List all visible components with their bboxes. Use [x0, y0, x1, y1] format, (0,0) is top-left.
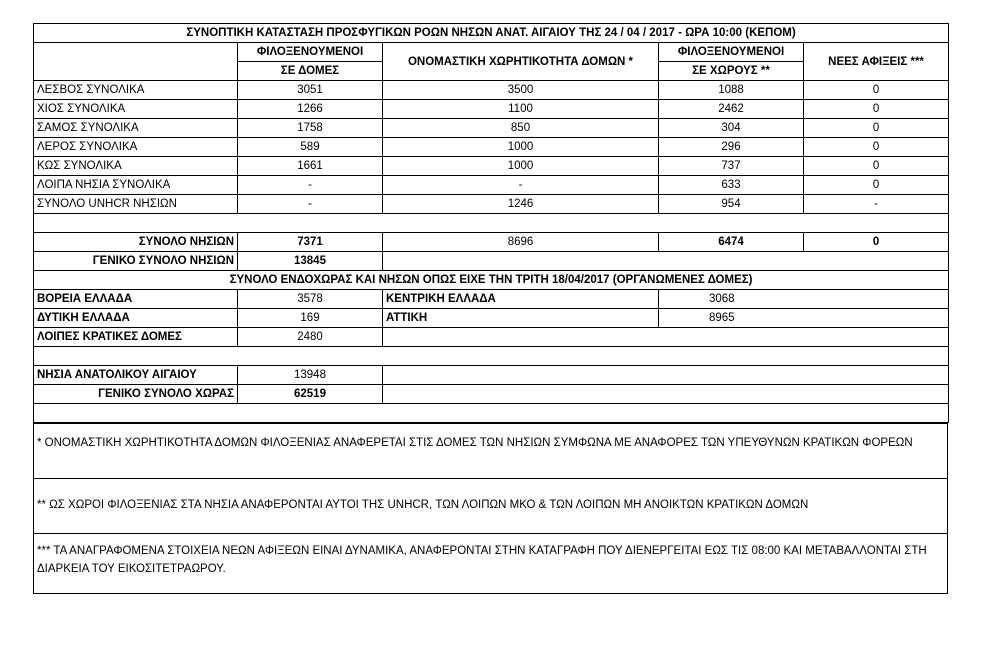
island-capacity: 3500 — [383, 81, 659, 100]
island-arrivals: 0 — [804, 119, 949, 138]
mainland-title: ΣΥΝΟΛΟ ΕΝΔΟΧΩΡΑΣ ΚΑΙ ΝΗΣΩΝ ΟΠΩΣ ΕΙΧΕ ΤΗΝ ΤΡΙΤΗ 18/04/2017 (ΟΡΓΑΝΩΜΕΝΕΣ ΔΟΜΕΣ) — [34, 271, 949, 290]
island-name: ΣΑΜΟΣ ΣΥΝΟΛΙΚΑ — [34, 119, 238, 138]
islands-total-row — [34, 233, 949, 252]
islands-total-arrivals: 0 — [804, 233, 949, 252]
attica-label: ΑΤΤΙΚΗ — [383, 309, 659, 328]
island-spaces: 954 — [659, 195, 804, 214]
header-capacity: ΟΝΟΜΑΣΤΙΚΗ ΧΩΡΗΤΙΚΟΤΗΤΑ ΔΟΜΩΝ * — [383, 43, 659, 81]
header-structures-line2: ΣΕ ΔΟΜΕΣ — [238, 62, 383, 81]
islands-total-capacity: 8696 — [383, 233, 659, 252]
island-capacity: 850 — [383, 119, 659, 138]
aegean-value: 13948 — [238, 366, 383, 385]
island-name: ΚΩΣ ΣΥΝΟΛΙΚΑ — [34, 157, 238, 176]
footnotes — [33, 423, 948, 594]
central-greece-value: 3068 — [659, 290, 949, 309]
island-spaces: 1088 — [659, 81, 804, 100]
island-structures: - — [238, 195, 383, 214]
island-arrivals: 0 — [804, 100, 949, 119]
island-capacity: 1000 — [383, 138, 659, 157]
island-arrivals: 0 — [804, 157, 949, 176]
header-arrivals: ΝΕΕΣ ΑΦΙΞΕΙΣ *** — [804, 43, 949, 81]
island-name: ΧΙΟΣ ΣΥΝΟΛΙΚΑ — [34, 100, 238, 119]
west-greece-label: ΔΥΤΙΚΗ ΕΛΛΑΔΑ — [34, 309, 238, 328]
island-name: ΛΟΙΠΑ ΝΗΣΙΑ ΣΥΝΟΛΙΚΑ — [34, 176, 238, 195]
island-structures: 589 — [238, 138, 383, 157]
island-row-unhcr — [34, 195, 949, 214]
island-row-lesvos — [34, 81, 949, 100]
islands-grand-total-row — [34, 252, 949, 271]
island-capacity: 1246 — [383, 195, 659, 214]
island-row-samos — [34, 119, 949, 138]
country-total-row — [34, 385, 949, 404]
island-capacity: 1000 — [383, 157, 659, 176]
spacer-row — [34, 347, 949, 366]
island-row-leros — [34, 138, 949, 157]
aegean-label: ΝΗΣΙΑ ΑΝΑΤΟΛΙΚΟΥ ΑΙΓΑΙΟΥ — [34, 366, 238, 385]
spacer-row — [34, 214, 949, 233]
island-row-other — [34, 176, 949, 195]
header-spaces-line1: ΦΙΛΟΞΕΝΟΥΜΕΝΟΙ — [659, 43, 804, 62]
north-greece-label: ΒΟΡΕΙΑ ΕΛΛΑΔΑ — [34, 290, 238, 309]
footnote-arrivals: *** ΤΑ ΑΝΑΓΡΑΦΟΜΕΝΑ ΣΤΟΙΧΕΙΑ ΝΕΩΝ ΑΦΙΞΕΩΝ ΕΙΝΑΙ ΔΥΝΑΜΙΚΑ, ΑΝΑΦΕΡΟΝΤΑΙ ΣΤΗΝ ΚΑΤΑΓΡΑΦΗ ΠΟΥ ΔΙΕΝΕΡΓΕΙΤΑΙ ΕΩΣ ΤΙΣ 08:00 ΚΑΙ ΜΕΤΑΒΑΛΛΟΝΤΑΙ ΣΤΗ ΔΙΑΡΚΕΙΑ ΤΟΥ ΕΙΚΟΣΙΤΕΤΡΑΩΡΟΥ. — [34, 533, 947, 593]
island-name: ΣΥΝΟΛΟ UNHCR ΝΗΣΙΩΝ — [34, 195, 238, 214]
island-spaces: 304 — [659, 119, 804, 138]
other-structures-value: 2480 — [238, 328, 383, 347]
header-row-1 — [34, 43, 949, 62]
islands-grand-total-label: ΓΕΝΙΚΟ ΣΥΝΟΛΟ ΝΗΣΙΩΝ — [34, 252, 238, 271]
island-spaces: 296 — [659, 138, 804, 157]
island-arrivals: 0 — [804, 81, 949, 100]
islands-grand-total-value: 13845 — [238, 252, 383, 271]
spacer-row — [34, 404, 949, 423]
mainland-row-1 — [34, 290, 949, 309]
island-name: ΛΕΡΟΣ ΣΥΝΟΛΙΚΑ — [34, 138, 238, 157]
attica-value: 8965 — [659, 309, 949, 328]
report-sheet — [33, 23, 948, 594]
islands-total-label: ΣΥΝΟΛΟ ΝΗΣΙΩΝ — [34, 233, 238, 252]
central-greece-label: ΚΕΝΤΡΙΚΗ ΕΛΛΑΔΑ — [383, 290, 659, 309]
island-spaces: 633 — [659, 176, 804, 195]
header-structures-line1: ΦΙΛΟΞΕΝΟΥΜΕΝΟΙ — [238, 43, 383, 62]
island-capacity: 1100 — [383, 100, 659, 119]
islands-total-spaces: 6474 — [659, 233, 804, 252]
header-spaces-line2: ΣΕ ΧΩΡΟΥΣ ** — [659, 62, 804, 81]
island-arrivals: 0 — [804, 138, 949, 157]
island-capacity: - — [383, 176, 659, 195]
north-greece-value: 3578 — [238, 290, 383, 309]
islands-total-structures: 7371 — [238, 233, 383, 252]
country-total-label: ΓΕΝΙΚΟ ΣΥΝΟΛΟ ΧΩΡΑΣ — [34, 385, 238, 404]
island-arrivals: - — [804, 195, 949, 214]
mainland-title-row — [34, 271, 949, 290]
mainland-row-2 — [34, 309, 949, 328]
island-structures: 3051 — [238, 81, 383, 100]
refugee-flows-table — [33, 23, 949, 423]
island-arrivals: 0 — [804, 176, 949, 195]
island-name: ΛΕΣΒΟΣ ΣΥΝΟΛΙΚΑ — [34, 81, 238, 100]
island-structures: - — [238, 176, 383, 195]
island-row-kos — [34, 157, 949, 176]
title-row — [34, 24, 949, 43]
country-total-value: 62519 — [238, 385, 383, 404]
report-title: ΣΥΝΟΠΤΙΚΗ ΚΑΤΑΣΤΑΣΗ ΠΡΟΣΦΥΓΙΚΩΝ ΡΟΩΝ ΝΗΣΩΝ ΑΝΑΤ. ΑΙΓΑΙΟΥ ΤΗΣ 24 / 04 / 2017 - ΩΡΑ 10:00 (ΚΕΠΟΜ) — [34, 24, 949, 43]
mainland-row-3 — [34, 328, 949, 347]
west-greece-value: 169 — [238, 309, 383, 328]
other-structures-label: ΛΟΙΠΕΣ ΚΡΑΤΙΚΕΣ ΔΟΜΕΣ — [34, 328, 238, 347]
footnote-spaces: ** ΩΣ ΧΩΡΟΙ ΦΙΛΟΞΕΝΙΑΣ ΣΤΑ ΝΗΣΙΑ ΑΝΑΦΕΡΟΝΤΑΙ ΑΥΤΟΙ ΤΗΣ UNHCR, ΤΩΝ ΛΟΙΠΩΝ ΜΚΟ & ΤΩΝ ΛΟΙΠΩΝ ΜΗ ΑΝΟΙΚΤΩΝ ΚΡΑΤΙΚΩΝ ΔΟΜΩΝ — [34, 478, 947, 533]
island-structures: 1758 — [238, 119, 383, 138]
aegean-row — [34, 366, 949, 385]
island-spaces: 2462 — [659, 100, 804, 119]
island-structures: 1266 — [238, 100, 383, 119]
island-row-chios — [34, 100, 949, 119]
island-structures: 1661 — [238, 157, 383, 176]
footnote-capacity: * ΟΝΟΜΑΣΤΙΚΗ ΧΩΡΗΤΙΚΟΤΗΤΑ ΔΟΜΩΝ ΦΙΛΟΞΕΝΙΑΣ ΑΝΑΦΕΡΕΤΑΙ ΣΤΙΣ ΔΟΜΕΣ ΤΩΝ ΝΗΣΙΩΝ ΣΥΜΦΩΝΑ ΜΕ ΑΝΑΦΟΡΕΣ ΤΩΝ ΥΠΕΥΘΥΝΩΝ ΚΡΑΤΙΚΩΝ ΦΟΡΕΩΝ — [34, 423, 947, 478]
island-spaces: 737 — [659, 157, 804, 176]
